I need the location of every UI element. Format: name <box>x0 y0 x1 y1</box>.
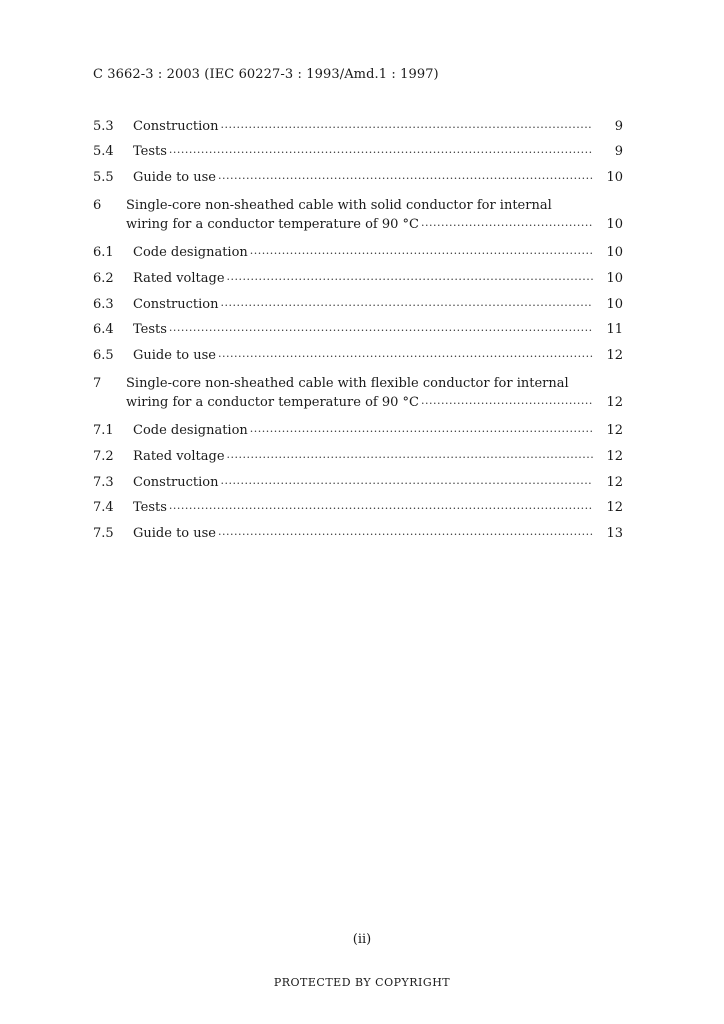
toc-entry-title: Tests <box>133 322 167 338</box>
toc-entry-number: 7.2 <box>93 448 114 464</box>
toc-entry-page: 12 <box>606 474 623 490</box>
toc-entry-page: 12 <box>606 448 623 464</box>
toc-entry-title: Code designation <box>133 423 248 439</box>
toc-entry-number: 6.2 <box>93 270 114 286</box>
toc-dot-leader <box>169 321 593 334</box>
document-reference-header: C 3662-3 : 2003 (IEC 60227-3 : 1993/Amd.1 : 1997) <box>93 67 439 82</box>
toc-entry-title: Tests <box>133 144 167 160</box>
toc-section-number: 7 <box>93 375 102 391</box>
copyright-footer: PROTECTED BY COPYRIGHT <box>273 976 451 989</box>
toc-entry[interactable] <box>93 490 623 516</box>
toc-entry-page: 11 <box>606 322 623 338</box>
toc-entry-number: 6.4 <box>93 322 114 338</box>
toc-section-page: 10 <box>606 216 623 232</box>
toc-entry[interactable] <box>93 134 623 160</box>
toc-entry[interactable] <box>93 312 623 338</box>
toc-entry-number: 5.4 <box>93 144 114 160</box>
toc-dot-leader <box>227 448 593 461</box>
toc-entry-number: 6.1 <box>93 245 114 261</box>
toc-entry[interactable] <box>93 260 623 286</box>
toc-section-title-line2: wiring for a conductor temperature of 90 °C <box>126 394 419 410</box>
toc-section-number: 6 <box>93 197 102 213</box>
toc-dot-leader <box>221 296 594 309</box>
toc-entry[interactable] <box>93 413 623 439</box>
toc-entry-number: 7.4 <box>93 500 114 516</box>
toc-entry[interactable] <box>93 235 623 261</box>
page-number: (ii) <box>352 932 372 947</box>
toc-dot-leader <box>250 244 593 257</box>
toc-entry-title: Construction <box>133 118 219 134</box>
toc-entry-number: 7.1 <box>93 423 114 439</box>
toc-dot-leader <box>218 347 593 360</box>
toc-entry-number: 5.3 <box>93 118 114 134</box>
toc-entry-page: 9 <box>614 144 623 160</box>
toc-dot-leader <box>221 474 594 487</box>
toc-entry-number: 7.3 <box>93 474 114 490</box>
toc-section-page: 12 <box>606 394 623 410</box>
toc-dot-leader <box>421 394 593 407</box>
toc-section-7[interactable] <box>93 376 623 410</box>
toc-entry[interactable] <box>93 515 623 541</box>
toc-entry-title: Construction <box>133 296 219 312</box>
toc-entry[interactable] <box>93 286 623 312</box>
toc-dot-leader <box>218 169 593 182</box>
toc-section-title-line1: Single-core non-sheathed cable with flexible conductor for internal <box>126 375 569 391</box>
toc-entry-page: 13 <box>606 525 623 541</box>
toc-entry-title: Rated voltage <box>133 270 225 286</box>
toc-dot-leader <box>227 270 593 283</box>
toc-entry-page: 10 <box>606 296 623 312</box>
toc-entry-number: 6.3 <box>93 296 114 312</box>
toc-dot-leader <box>250 422 593 435</box>
toc-entry-title: Guide to use <box>133 525 216 541</box>
toc-entry-number: 5.5 <box>93 169 114 185</box>
toc-entry-number: 7.5 <box>93 525 114 541</box>
toc-entry[interactable] <box>93 438 623 464</box>
toc-dot-leader <box>169 143 593 156</box>
toc-entry-page: 12 <box>606 500 623 516</box>
toc-entry-page: 10 <box>606 270 623 286</box>
toc-entry-page: 10 <box>606 245 623 261</box>
toc-dot-leader <box>421 216 593 229</box>
toc-dot-leader <box>169 499 593 512</box>
toc-section-title-line2: wiring for a conductor temperature of 90 °C <box>126 216 419 232</box>
toc-entry-title: Tests <box>133 500 167 516</box>
toc-entry-page: 9 <box>614 118 623 134</box>
toc-entry[interactable] <box>93 464 623 490</box>
table-of-contents <box>93 108 623 541</box>
toc-entry-number: 6.5 <box>93 347 114 363</box>
toc-section-title-line1: Single-core non-sheathed cable with solid conductor for internal <box>126 197 552 213</box>
toc-entry-title: Construction <box>133 474 219 490</box>
toc-entry[interactable] <box>93 159 623 185</box>
toc-entry[interactable] <box>93 108 623 134</box>
toc-entry-page: 12 <box>606 423 623 439</box>
toc-entry-page: 10 <box>606 169 623 185</box>
toc-entry-title: Code designation <box>133 245 248 261</box>
toc-section-6[interactable] <box>93 198 623 232</box>
toc-entry-page: 12 <box>606 347 623 363</box>
toc-entry-title: Rated voltage <box>133 448 225 464</box>
toc-entry-title: Guide to use <box>133 169 216 185</box>
toc-entry-title: Guide to use <box>133 347 216 363</box>
toc-dot-leader <box>221 118 594 131</box>
toc-entry[interactable] <box>93 337 623 363</box>
toc-dot-leader <box>218 525 593 538</box>
